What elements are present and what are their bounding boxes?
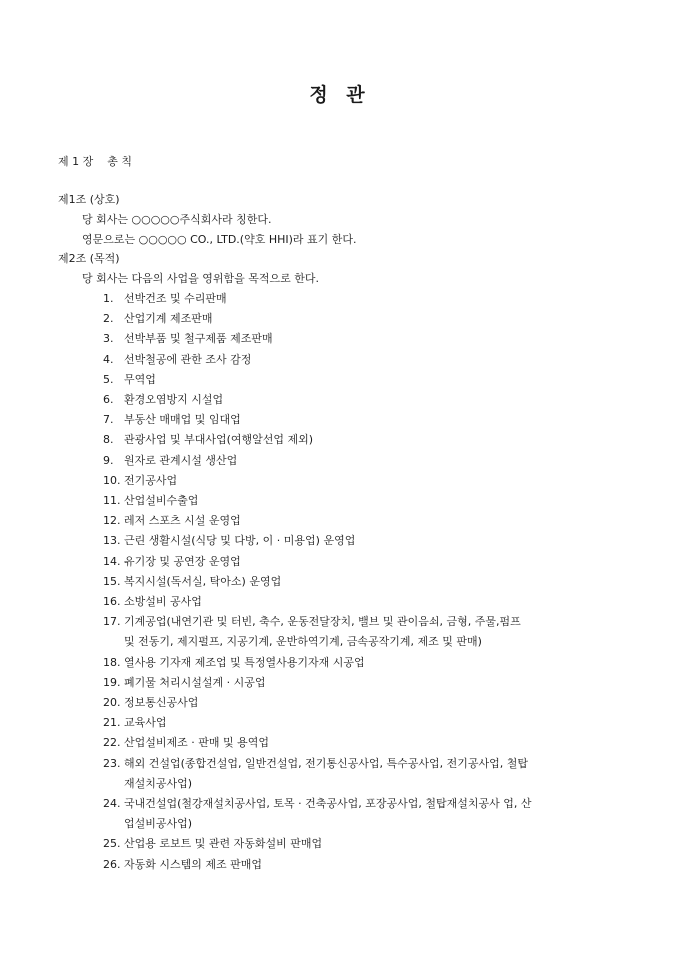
- list-item-number: 4.: [103, 352, 114, 366]
- list-item-number: 20.: [103, 696, 121, 709]
- list-item-number: 9.: [103, 453, 114, 467]
- list-item-number: 1.: [103, 292, 114, 305]
- article-1-line: 영문으로는 ○○○○○ CO., LTD.(약호 HHI)라 표기 한다.: [82, 233, 357, 246]
- list-item-continuation: 재설치공사업): [124, 776, 193, 790]
- list-item: [103, 331, 273, 347]
- list-item-number: 11.: [103, 494, 121, 507]
- list-item-text: 무역업: [124, 372, 156, 386]
- list-item-text: 기계공업(내연기관 및 터빈, 축수, 운동전달장치, 밸브 및 관이음쇠, 금형, 주물,펌프: [124, 615, 521, 629]
- article-2-intro: 당 회사는 다음의 사업을 영위함을 목적으로 한다.: [82, 272, 319, 285]
- list-item-text: 소방설비 공사업: [124, 595, 202, 608]
- list-item-number: 2.: [103, 312, 114, 326]
- list-item: [103, 675, 266, 691]
- list-item-text: 산업용 로보트 및 관련 자동화설비 판매업: [124, 837, 323, 851]
- chapter-number: 제 1 장: [58, 155, 94, 168]
- list-item-text: 원자로 관계시설 생산업: [124, 453, 238, 467]
- list-item: [103, 432, 313, 448]
- list-item-number: 10.: [103, 473, 121, 487]
- list-item-number: 18.: [103, 655, 121, 669]
- list-item-continuation: 업설비공사업): [124, 817, 193, 831]
- list-item-number: 6.: [103, 393, 114, 406]
- list-item-continuation: 및 전동기, 제지펄프, 지공기계, 운반하역기계, 금속공작기계, 제조 및 판매): [124, 635, 482, 649]
- list-item: [103, 715, 167, 731]
- article-1-heading: 제1조 (상호): [58, 193, 120, 206]
- list-item: [103, 453, 237, 469]
- list-item-number: 19.: [103, 675, 121, 689]
- list-item-number: 21.: [103, 716, 121, 730]
- list-item: [103, 473, 177, 489]
- list-item-number: 7.: [103, 413, 114, 427]
- list-item-text: 전기공사업: [124, 473, 178, 487]
- list-item: [103, 614, 521, 630]
- list-item-number: 5.: [103, 372, 114, 386]
- list-item-text: 산업기계 제조판매: [124, 312, 213, 326]
- list-item-number: 13.: [103, 534, 121, 548]
- list-item: [103, 655, 365, 671]
- chapter-name: 총 칙: [107, 155, 132, 168]
- list-item: [103, 695, 198, 711]
- list-item-number: 17.: [103, 615, 121, 629]
- list-item: [103, 392, 223, 408]
- document-title: 정 관: [309, 84, 371, 106]
- list-item-text: 산업설비수출업: [124, 494, 199, 507]
- list-item: [103, 513, 241, 529]
- list-item: [103, 291, 227, 307]
- list-item-text: 열사용 기자재 제조업 및 특정열사용기자재 시공업: [124, 655, 365, 669]
- list-item: [103, 796, 532, 812]
- list-item: [103, 594, 202, 610]
- list-item-text: 폐기물 처리시설설계 · 시공업: [124, 675, 266, 689]
- list-item-text: 선박건조 및 수리판매: [124, 292, 227, 305]
- list-item-number: 25.: [103, 837, 121, 851]
- list-item: [103, 352, 251, 368]
- list-item: [103, 554, 241, 570]
- article-2-heading: 제2조 (목적): [58, 252, 120, 265]
- chapter-heading: [58, 153, 132, 169]
- list-item-number: 23.: [103, 756, 121, 770]
- list-item: [103, 857, 262, 873]
- list-item-text: 선박철공에 관한 조사 감정: [124, 352, 252, 366]
- list-item: [103, 493, 198, 509]
- list-item-text: 복지시설(독서실, 탁아소) 운영업: [124, 574, 282, 588]
- list-item-text: 부동산 매매업 및 임대업: [124, 413, 241, 427]
- list-item-text: 국내건설업(철강재설치공사업, 토목 · 건축공사업, 포장공사업, 철탑재설치공사 업, 산: [124, 797, 532, 810]
- list-item-number: 12.: [103, 514, 121, 528]
- list-item-number: 22.: [103, 736, 121, 750]
- list-item-text: 근린 생활시설(식당 및 다방, 이 · 미용업) 운영업: [124, 534, 356, 548]
- list-item-text: 해외 건설업(종합건설업, 일반건설업, 전기통신공사업, 특수공사업, 전기공사업, 철탑: [124, 756, 529, 770]
- list-item: [103, 836, 322, 852]
- list-item-text: 산업설비제조 · 판매 및 용역업: [124, 736, 269, 750]
- list-item: [103, 311, 213, 327]
- list-item: [103, 412, 241, 428]
- list-item-text: 정보통신공사업: [124, 696, 199, 709]
- list-item-text: 교육사업: [124, 716, 167, 730]
- list-item: [103, 533, 355, 549]
- list-item-number: 8.: [103, 433, 114, 447]
- list-item-text: 레저 스포츠 시설 운영업: [124, 514, 241, 528]
- list-item-text: 유기장 및 공연장 운영업: [124, 554, 241, 568]
- list-item: [103, 756, 528, 772]
- list-item: [103, 574, 281, 590]
- list-item-number: 14.: [103, 554, 121, 568]
- list-item-number: 15.: [103, 574, 121, 588]
- list-item-number: 3.: [103, 332, 114, 346]
- article-1-line: 당 회사는 ○○○○○주식회사라 칭한다.: [82, 213, 272, 226]
- list-item-number: 24.: [103, 797, 121, 810]
- list-item-text: 관광사업 및 부대사업(여행알선업 제외): [124, 433, 314, 447]
- list-item-text: 환경오염방지 시설업: [124, 393, 224, 406]
- list-item-text: 선박부품 및 철구제품 제조판매: [124, 332, 273, 346]
- list-item-number: 16.: [103, 595, 121, 608]
- list-item-text: 자동화 시스템의 제조 판매업: [124, 857, 263, 871]
- list-item: [103, 372, 156, 388]
- list-item-number: 26.: [103, 857, 121, 871]
- list-item: [103, 735, 269, 751]
